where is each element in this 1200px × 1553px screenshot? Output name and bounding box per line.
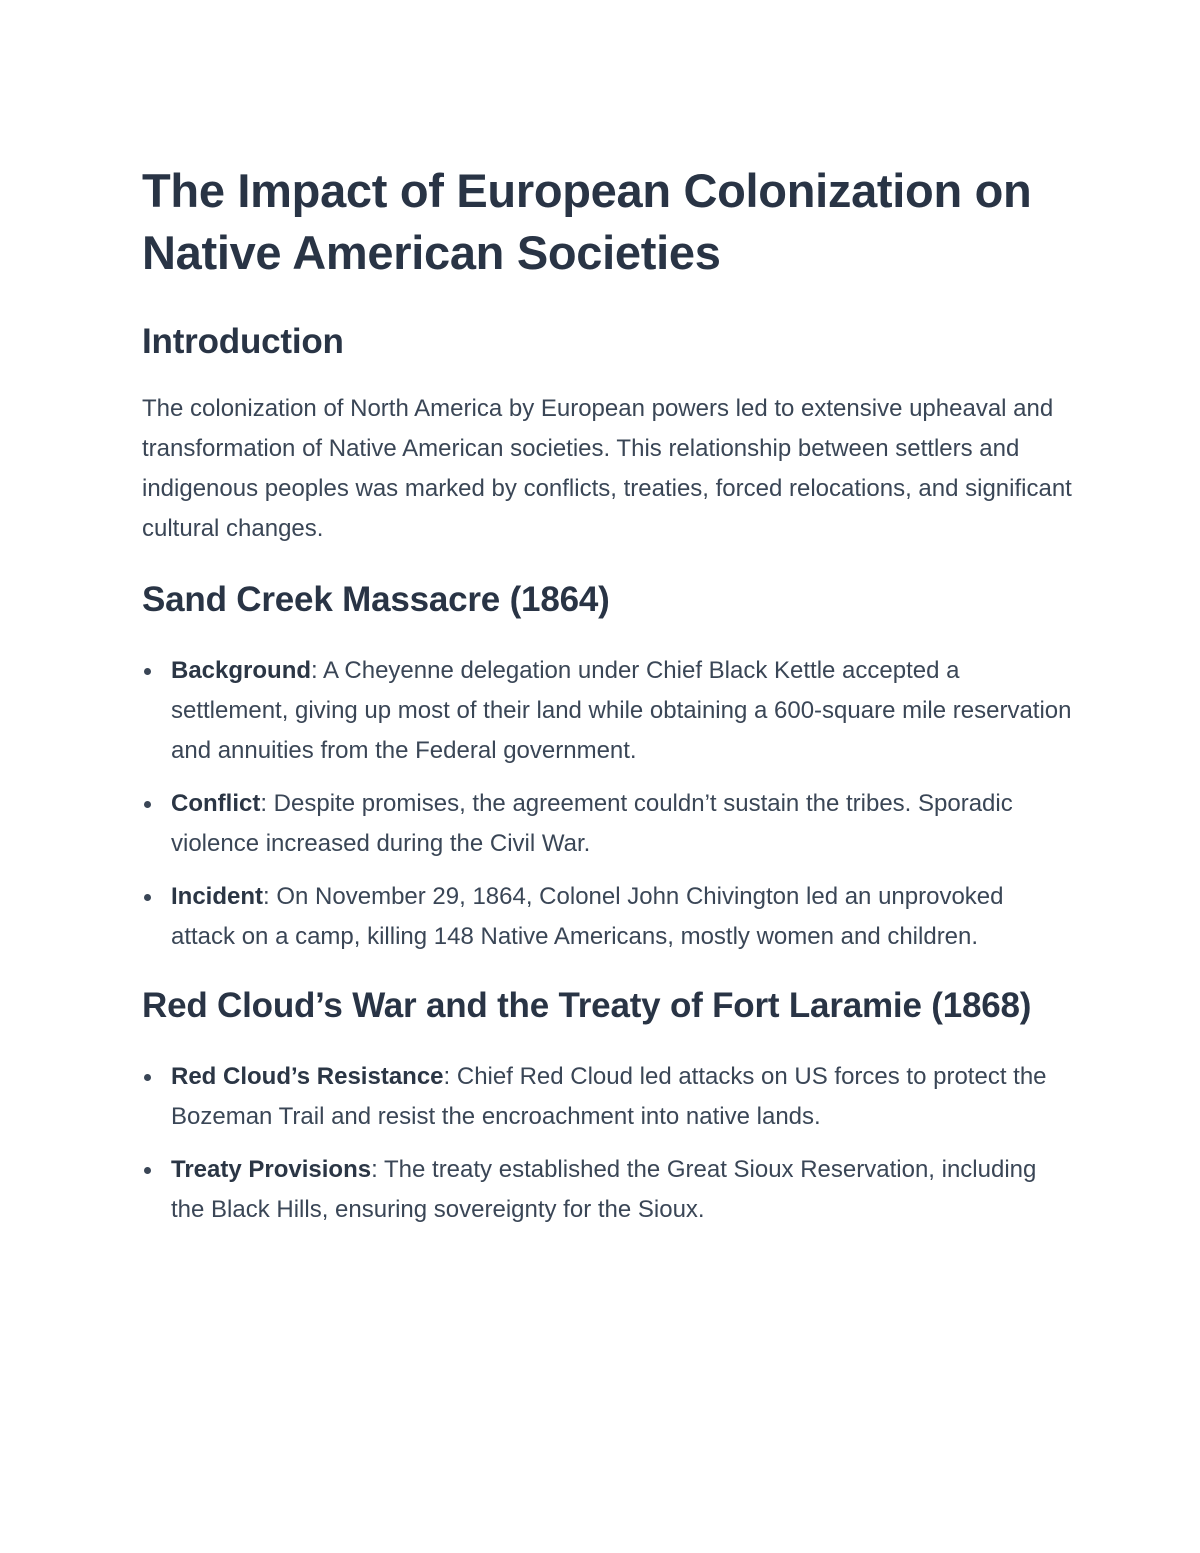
item-label: Incident — [171, 883, 264, 910]
bullet-icon — [144, 668, 151, 675]
item-text: The treaty established the Great Sioux Reservation, including the Black Hills, ensuring sovereignty for the Sioux. — [171, 1156, 1037, 1223]
item-label: Background — [171, 657, 312, 684]
list-item — [142, 651, 1072, 771]
item-separator: : — [371, 1156, 384, 1183]
document-page — [142, 160, 1072, 1243]
item-text: Chief Red Cloud led attacks on US forces to protect the Bozeman Trail and resist the encroachment into native lands. — [171, 1063, 1047, 1130]
item-separator: : — [263, 883, 277, 910]
bullet-icon — [144, 894, 151, 901]
item-separator: : — [260, 790, 274, 817]
introduction-paragraph: The colonization of North America by European powers led to extensive upheaval and transformation of Native American societies. This relationship between settlers and indigenous peoples was marked by conflicts, treaties, forced relocations, and significant cultural changes. — [142, 395, 1072, 542]
list-item — [142, 1057, 1072, 1137]
bullet-icon — [144, 801, 151, 808]
red-cloud-list — [142, 1057, 1072, 1230]
item-label: Red Cloud’s Resistance — [171, 1063, 444, 1090]
sand-creek-list — [142, 651, 1072, 957]
bullet-icon — [144, 1074, 151, 1081]
list-item — [142, 784, 1072, 864]
heading-introduction: Introduction — [142, 322, 344, 361]
item-separator: : — [311, 657, 324, 684]
item-label: Conflict — [171, 790, 261, 817]
page-title: The Impact of European Colonization on Native American Societies — [142, 164, 1032, 279]
heading-red-cloud: Red Cloud’s War and the Treaty of Fort Laramie (1868) — [142, 986, 1032, 1025]
item-text: On November 29, 1864, Colonel John Chivington led an unprovoked attack on a camp, killing 148 Native Americans, mostly women and children. — [171, 883, 1004, 950]
list-item — [142, 1150, 1072, 1230]
bullet-icon — [144, 1167, 151, 1174]
item-separator: : — [443, 1063, 457, 1090]
heading-sand-creek: Sand Creek Massacre (1864) — [142, 580, 610, 619]
item-text: Despite promises, the agreement couldn’t sustain the tribes. Sporadic violence increased during the Civil War. — [171, 790, 1013, 857]
item-label: Treaty Provisions — [171, 1156, 372, 1183]
list-item — [142, 877, 1072, 957]
item-text: A Cheyenne delegation under Chief Black Kettle accepted a settlement, giving up most of their land while obtaining a 600-square mile reservation and annuities from the Federal government. — [171, 657, 1072, 764]
